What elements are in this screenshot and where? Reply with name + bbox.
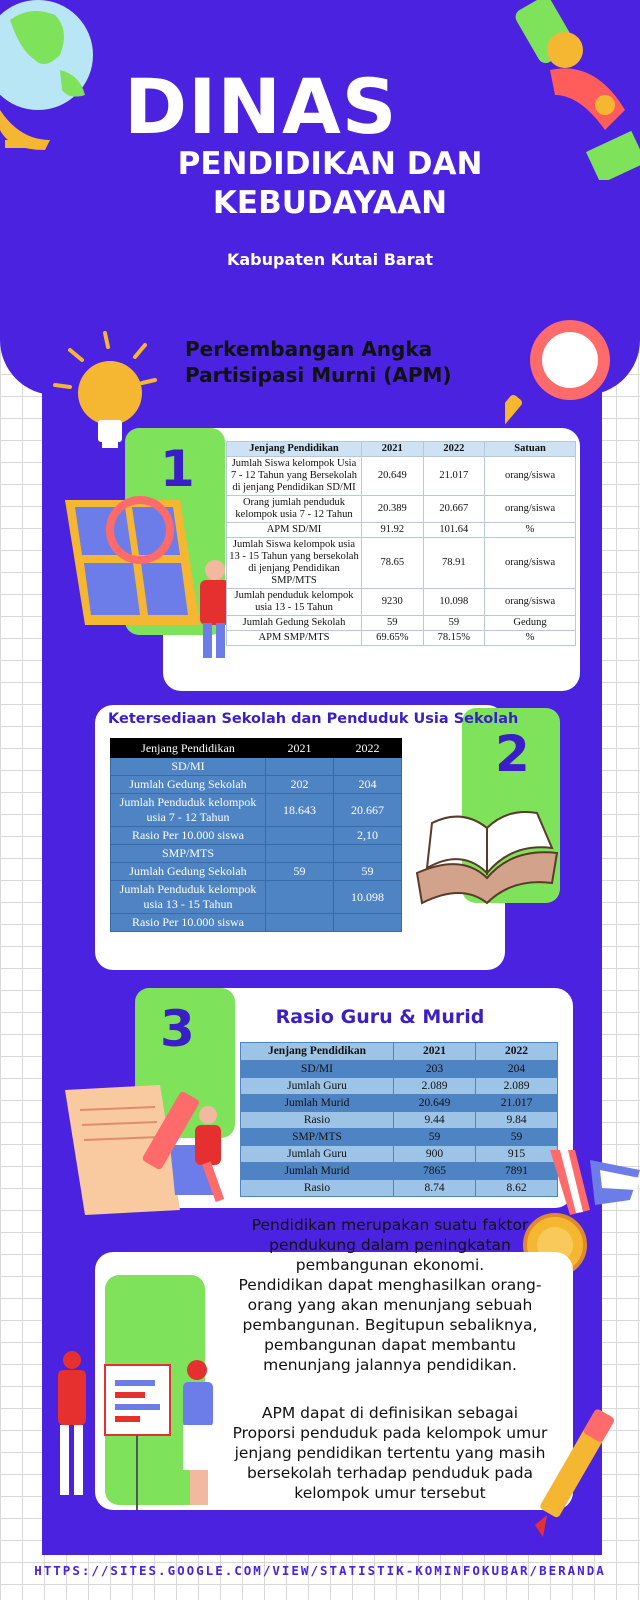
table-row	[241, 1146, 558, 1163]
table-header-row	[111, 739, 402, 758]
table-row	[227, 631, 576, 646]
header-region: Kabupaten Kutai Barat	[226, 250, 434, 269]
table-row	[111, 914, 402, 932]
table-row	[227, 496, 576, 523]
table-row	[227, 457, 576, 496]
table-row	[227, 589, 576, 616]
table-cell: orang/siswa	[485, 496, 576, 523]
table-row	[241, 1112, 558, 1129]
table-cell: Jumlah penduduk kelompok usia 13 - 15 Tahun	[227, 589, 362, 616]
intro-paragraph	[215, 1215, 565, 1375]
column-header: Jenjang Pendidikan	[241, 1043, 394, 1061]
section1-number: 1	[160, 440, 195, 498]
table-cell: 101.64	[423, 523, 485, 538]
footer-url[interactable]: HTTPS://SITES.GOOGLE.COM/VIEW/STATISTIK-KOMINFOKUBAR/BERANDA	[34, 1563, 606, 1578]
table-cell: Jumlah Gedung Sekolah	[227, 616, 362, 631]
column-header: 2022	[423, 442, 485, 457]
table-row	[111, 863, 402, 881]
section1-title-line2: Partisipasi Murni (APM)	[185, 363, 452, 387]
table-cell: 59	[476, 1129, 558, 1146]
table-cell	[266, 758, 334, 776]
school-availability-table	[110, 738, 402, 932]
table-cell: 900	[394, 1146, 476, 1163]
table-cell: 59	[362, 616, 424, 631]
header-title: DINAS	[124, 62, 398, 151]
table-row	[111, 881, 402, 914]
text-line: Pendidikan dapat menghasilkan orang-	[238, 1276, 542, 1294]
table-row	[241, 1180, 558, 1197]
text-line: Proporsi penduduk pada kelompok umur	[232, 1424, 548, 1442]
table-cell: Jumlah Murid	[241, 1163, 394, 1180]
table-cell: 2,10	[334, 827, 402, 845]
section1-title	[185, 336, 452, 388]
table-cell: orang/siswa	[485, 457, 576, 496]
table-header-row	[227, 442, 576, 457]
table-cell: Jumlah Murid	[241, 1095, 394, 1112]
table-cell: 20.389	[362, 496, 424, 523]
text-line: pembangunan ekonomi.	[295, 1256, 485, 1274]
column-header: Jenjang Pendidikan	[111, 739, 266, 758]
table-cell	[266, 881, 334, 914]
table-cell: 9.84	[476, 1112, 558, 1129]
table-cell	[334, 914, 402, 932]
table-cell: 7865	[394, 1163, 476, 1180]
column-header: 2021	[362, 442, 424, 457]
table-row	[227, 523, 576, 538]
teacher-student-ratio-table	[240, 1042, 558, 1197]
table-cell: 10.098	[334, 881, 402, 914]
magnifier-icon	[505, 310, 625, 445]
section2-title: Ketersediaan Sekolah dan Penduduk Usia Sekolah	[108, 711, 519, 727]
table-row	[241, 1095, 558, 1112]
text-line: kelompok umur tersebut	[294, 1484, 486, 1502]
table-cell	[266, 914, 334, 932]
section1-title-line1: Perkembangan Angka	[185, 337, 433, 361]
table-cell: 202	[266, 776, 334, 794]
table-cell: Rasio	[241, 1112, 394, 1129]
table-cell: SD/MI	[241, 1061, 394, 1078]
table-cell: 78.15%	[423, 631, 485, 646]
section2-number: 2	[495, 725, 530, 783]
table-cell: Gedung	[485, 616, 576, 631]
table-cell: Jumlah Penduduk kelompok usia 7 - 12 Tahun	[111, 794, 266, 827]
table-cell: 8.62	[476, 1180, 558, 1197]
table-row	[227, 538, 576, 589]
table-cell: Rasio	[241, 1180, 394, 1197]
table-cell: 20.649	[362, 457, 424, 496]
table-row	[111, 776, 402, 794]
table-cell: 78.65	[362, 538, 424, 589]
table-cell: 59	[266, 863, 334, 881]
table-row	[227, 616, 576, 631]
table-cell	[334, 845, 402, 863]
text-line: jenjang pendidikan tertentu yang masih	[234, 1444, 546, 1462]
column-header: 2022	[334, 739, 402, 758]
table-row	[111, 758, 402, 776]
column-header: Satuan	[485, 442, 576, 457]
globe-icon	[0, 0, 100, 165]
table-cell: 21.017	[476, 1095, 558, 1112]
table-row	[241, 1163, 558, 1180]
table-cell: 7891	[476, 1163, 558, 1180]
table-cell: Jumlah Gedung Sekolah	[111, 863, 266, 881]
table-cell: 21.017	[423, 457, 485, 496]
apm-table	[226, 441, 576, 646]
table-cell: 915	[476, 1146, 558, 1163]
text-line: bersekolah terhadap penduduk pada	[246, 1464, 534, 1482]
table-cell: Jumlah Siswa kelompok usia 13 - 15 Tahun yang bersekolah di jenjang Pendidikan SMP/MTS	[227, 538, 362, 589]
table-cell: Jumlah Guru	[241, 1078, 394, 1095]
table-cell: SMP/MTS	[111, 845, 266, 863]
table-cell: 59	[423, 616, 485, 631]
column-header: 2022	[476, 1043, 558, 1061]
table-cell: Jumlah Siswa kelompok Usia 7 - 12 Tahun yang Bersekolah di jenjang Pendidikan SD/MI	[227, 457, 362, 496]
table-cell: Rasio Per 10.000 siswa	[111, 914, 266, 932]
table-cell: %	[485, 631, 576, 646]
book-icon	[412, 808, 562, 918]
column-header: 2021	[394, 1043, 476, 1061]
table-cell: APM SMP/MTS	[227, 631, 362, 646]
table-cell: 20.649	[394, 1095, 476, 1112]
text-line: orang yang akan menunjang sebuah	[247, 1296, 533, 1314]
table-cell: 59	[334, 863, 402, 881]
table-cell	[266, 827, 334, 845]
table-cell: Jumlah Guru	[241, 1146, 394, 1163]
table-cell: 203	[394, 1061, 476, 1078]
text-line: menunjang jalannya pendidikan.	[263, 1356, 517, 1374]
text-line: pendukung dalam peningkatan	[269, 1236, 511, 1254]
table-cell: 20.667	[334, 794, 402, 827]
text-line: pembangunan. Begitupun sebaliknya,	[242, 1316, 538, 1334]
text-line: pembangunan dapat membantu	[264, 1336, 516, 1354]
table-cell: SMP/MTS	[241, 1129, 394, 1146]
text-line: Pendidikan merupakan suatu faktor	[251, 1216, 529, 1234]
table-cell: 8.74	[394, 1180, 476, 1197]
text-line: APM dapat di definisikan sebagai	[261, 1404, 519, 1422]
section3-title: Rasio Guru & Murid	[275, 1006, 485, 1028]
table-cell: Orang jumlah penduduk kelompok usia 7 - 12 Tahun	[227, 496, 362, 523]
table-row	[241, 1129, 558, 1146]
table-cell: 10.098	[423, 589, 485, 616]
table-row	[111, 827, 402, 845]
presentation-illustration	[50, 1350, 225, 1520]
table-cell: 2.089	[476, 1078, 558, 1095]
header-subtitle-line2: KEBUDAYAAN	[212, 185, 448, 221]
column-header: Jenjang Pendidikan	[227, 442, 362, 457]
table-cell: 2.089	[394, 1078, 476, 1095]
apm-definition-paragraph	[215, 1403, 565, 1503]
table-header-row	[241, 1043, 558, 1061]
table-cell: 78.91	[423, 538, 485, 589]
table-cell: orang/siswa	[485, 589, 576, 616]
table-cell: 9230	[362, 589, 424, 616]
column-header: 2021	[266, 739, 334, 758]
table-cell: 18.643	[266, 794, 334, 827]
drawing-illustration	[60, 1080, 240, 1230]
table-row	[111, 845, 402, 863]
table-cell: 69.65%	[362, 631, 424, 646]
table-cell: APM SD/MI	[227, 523, 362, 538]
table-cell	[334, 758, 402, 776]
table-row	[111, 794, 402, 827]
window-illustration	[60, 495, 235, 660]
header-subtitle-line1: PENDIDIKAN DAN	[177, 146, 483, 182]
table-cell: 204	[334, 776, 402, 794]
table-cell: Jumlah Gedung Sekolah	[111, 776, 266, 794]
table-cell: 91.92	[362, 523, 424, 538]
table-cell: orang/siswa	[485, 538, 576, 589]
table-cell: Rasio Per 10.000 siswa	[111, 827, 266, 845]
table-cell: SD/MI	[111, 758, 266, 776]
table-row	[241, 1061, 558, 1078]
section3-number: 3	[160, 1000, 195, 1058]
table-cell: Jumlah Penduduk kelompok usia 13 - 15 Tahun	[111, 881, 266, 914]
table-cell: 59	[394, 1129, 476, 1146]
table-cell: 204	[476, 1061, 558, 1078]
table-cell: %	[485, 523, 576, 538]
table-cell	[266, 845, 334, 863]
table-cell: 20.667	[423, 496, 485, 523]
table-row	[241, 1078, 558, 1095]
table-cell: 9.44	[394, 1112, 476, 1129]
